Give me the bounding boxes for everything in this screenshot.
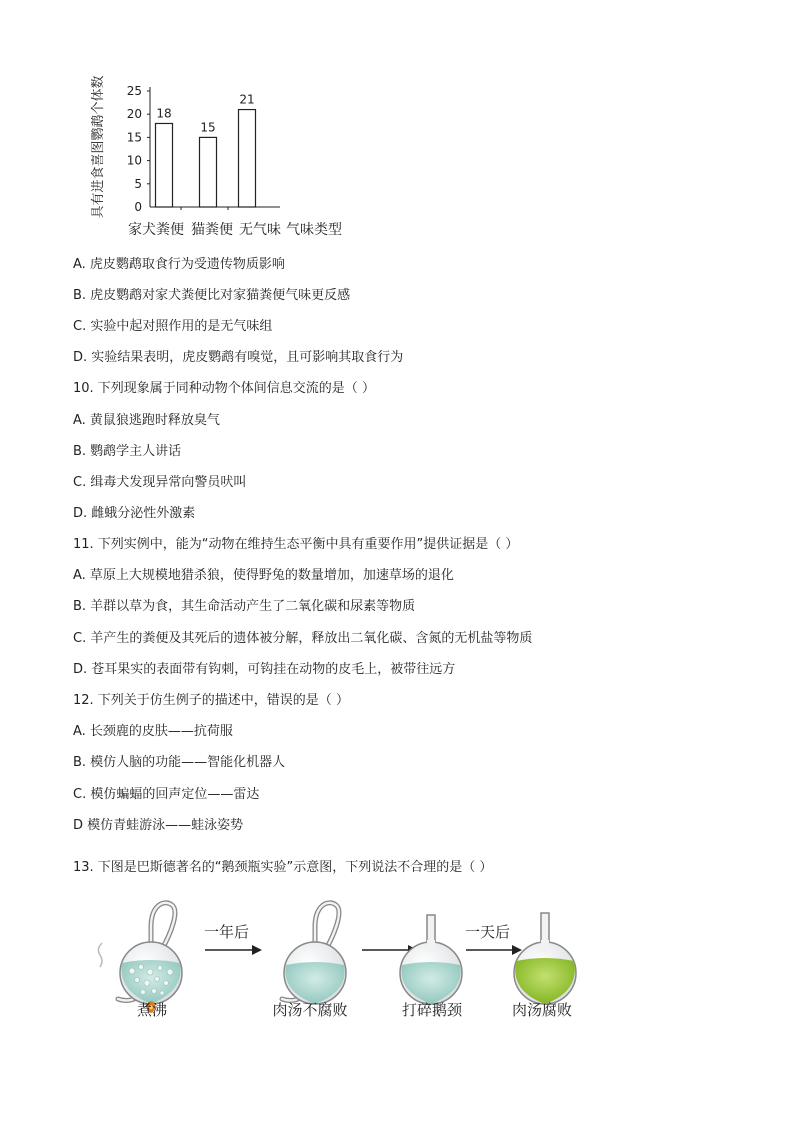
- swan-neck-flask-diagram: [90, 895, 610, 1030]
- y-tick-label: 25: [126, 84, 142, 98]
- y-tick-label: 10: [126, 153, 142, 168]
- y-tick-label: 15: [126, 130, 142, 145]
- bar: [156, 123, 173, 207]
- q13-stem: 13. 下图是巴斯德著名的“鹅颈瓶实验”示意图，下列说法不合理的是（ ）: [73, 860, 493, 875]
- flask-boiling: [98, 903, 182, 1013]
- flask-one-year: [282, 903, 346, 1004]
- q12-option-a: A. 长颈鹿的皮肤——抗荷服: [73, 724, 233, 739]
- steam-icon: [98, 943, 102, 967]
- y-tick-label: 5: [134, 176, 142, 191]
- x-tick-label: 家犬粪便: [128, 222, 184, 238]
- q12-option-b: B. 模仿人脑的功能——智能化机器人: [73, 755, 286, 770]
- q11-option-c: C. 羊产生的粪便及其死后的遗体被分解，释放出二氧化碳、含氮的无机盐等物质: [73, 631, 533, 646]
- x-tick-label: 无气味: [239, 222, 281, 238]
- q9-option-b: B. 虎皮鹦鹉对家犬粪便比对家猫粪便气味更反感: [73, 288, 351, 303]
- x-axis-label: 气味类型: [286, 222, 342, 238]
- q10-stem: 10. 下列现象属于同种动物个体间信息交流的是（ ）: [73, 381, 375, 396]
- q10-option-a: A. 黄鼠狼逃跑时释放臭气: [73, 413, 220, 428]
- q9-option-d: D. 实验结果表明，虎皮鹦鹉有嗅觉，且可影响其取食行为: [73, 350, 404, 365]
- y-tick-label: 0: [134, 200, 142, 214]
- q10-option-c: C. 缉毒犬发现异常向警员吠叫: [73, 475, 247, 490]
- flask-spoiled: [514, 913, 576, 1004]
- caption-break-neck: 打碎鹅颈: [401, 1001, 463, 1019]
- q11-option-d: D. 苍耳果实的表面带有钩刺，可钩挂在动物的皮毛上，被带往远方: [73, 662, 456, 677]
- caption-spoiled: 肉汤腐败: [511, 1001, 573, 1019]
- arrow-label-one-day: 一天后: [465, 923, 511, 941]
- flask-broken-neck: [400, 915, 462, 1004]
- bar: [239, 110, 256, 207]
- q12-option-d: D 模仿青蛙游泳——蛙泳姿势: [73, 818, 244, 833]
- y-axis-label: 具有进食喜图鹦鹉个体数: [91, 75, 106, 219]
- bar-value-label: 18: [156, 106, 172, 121]
- q12-stem: 12. 下列关于仿生例子的描述中，错误的是（ ）: [73, 693, 349, 708]
- y-tick-label: 20: [126, 107, 142, 122]
- q10-option-d: D. 雌蛾分泌性外激素: [73, 506, 196, 521]
- caption-boiling: 煮沸: [136, 1001, 168, 1019]
- bar-chart: [80, 55, 440, 245]
- q11-stem: 11. 下列实例中，能为“动物在维持生态平衡中具有重要作用”提供证据是（ ）: [73, 537, 519, 552]
- bar-value-label: 21: [239, 92, 255, 107]
- bar: [200, 137, 217, 207]
- arrow-label-one-year: 一年后: [204, 923, 250, 941]
- arrow-one-year: [205, 945, 262, 955]
- caption-not-spoiled: 肉汤不腐败: [272, 1001, 348, 1019]
- arrow-one-day: [466, 945, 522, 955]
- q12-option-c: C. 模仿蝙蝠的回声定位——雷达: [73, 787, 260, 802]
- q9-option-a: A. 虎皮鹦鹉取食行为受遗传物质影响: [73, 257, 285, 272]
- q11-option-a: A. 草原上大规模地猎杀狼，使得野兔的数量增加，加速草场的退化: [73, 568, 454, 583]
- q10-option-b: B. 鹦鹉学主人讲话: [73, 444, 182, 459]
- bar-value-label: 15: [200, 120, 216, 135]
- x-tick-label: 猫粪便: [191, 222, 233, 238]
- q9-option-c: C. 实验中起对照作用的是无气味组: [73, 319, 273, 334]
- q11-option-b: B. 羊群以草为食，其生命活动产生了二氧化碳和尿素等物质: [73, 599, 416, 614]
